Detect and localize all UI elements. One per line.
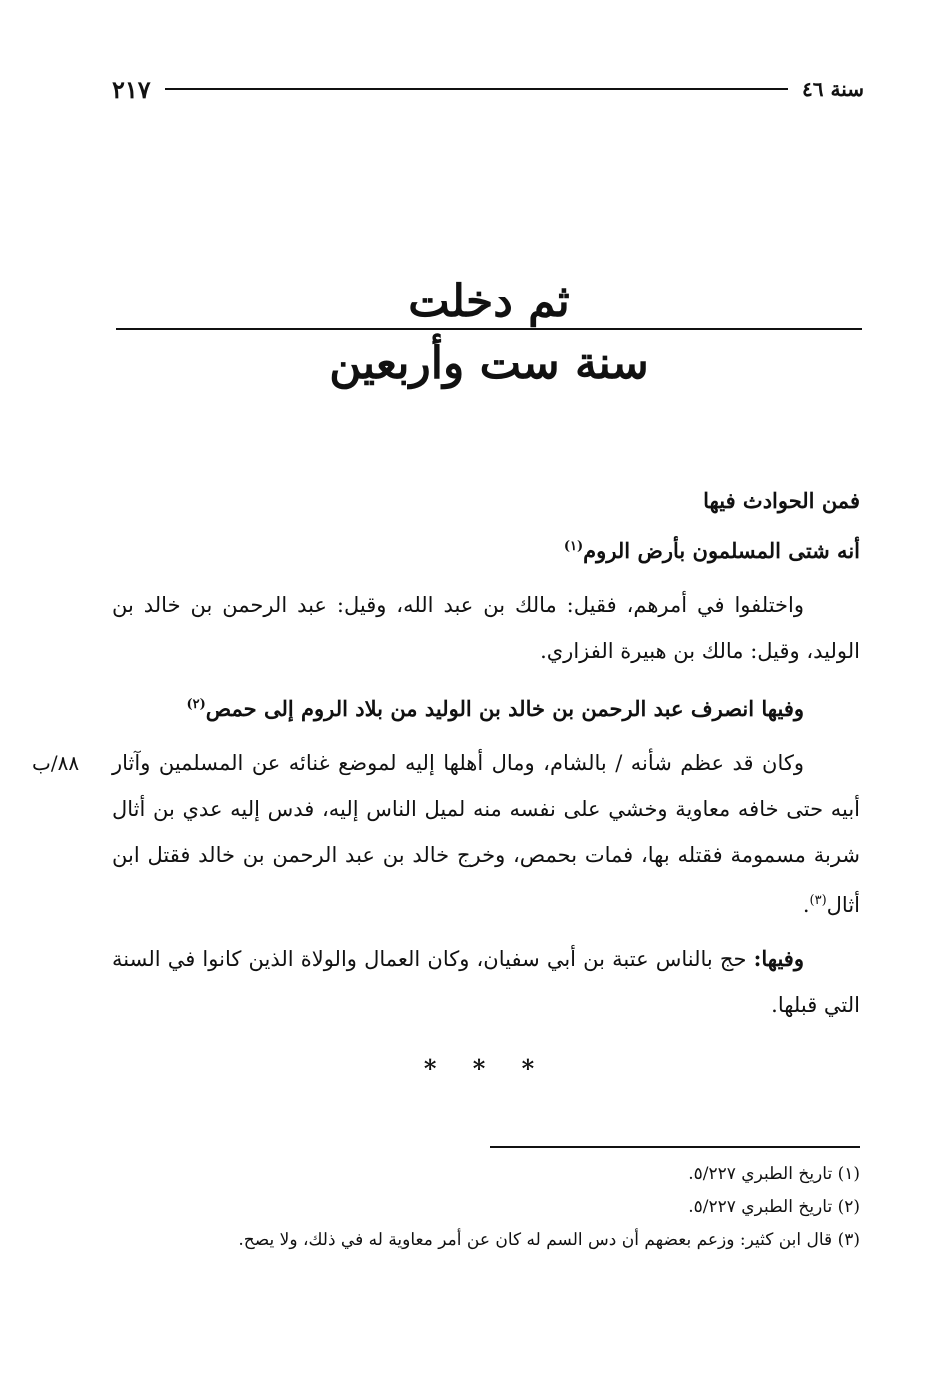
footnote-ref-1: (١) (563, 539, 584, 554)
section-separator: * * * (423, 1054, 549, 1083)
paragraph-text: وكان قد عظم شأنه / بالشام، ومال أهلها إليه لموضع غنائه عن المسلمين وآثار أبيه حتى خافه معاوية وخشي على نفسه منه لميل الناس إليه، فدس إليه عدي بن أثال شربة مسمومة فقتله بها، فمات بحمص، وخرج خالد بن عبد الرحمن بن خالد فقتل ابن أثال (112, 751, 860, 917)
paragraph-leaders: واختلفوا في أمرهم، فقيل: مالك بن عبد الله، وقيل: عبد الرحمن بن خالد بن الوليد، وقيل: مالك بن هبيرة الفزاري. (112, 593, 860, 663)
paragraph-text: حج بالناس عتبة بن أبي سفيان، وكان العمال والولاة الذين كانوا في السنة التي قبلها. (112, 947, 860, 1017)
margin-folio-note: ٨٨/ب (32, 751, 80, 775)
section-heading-wintering (112, 524, 860, 574)
header-rule (165, 88, 788, 90)
running-header-year: سنة ٤٦ (802, 77, 864, 101)
running-header (112, 72, 864, 106)
footnote-3: (٣) قال ابن كثير: وزعم بعضهم أن دس السم له كان عن أمر معاوية له في ذلك، ولا يصح. (238, 1230, 860, 1250)
chapter-title: ثم دخلت (408, 276, 570, 327)
paragraph-end: . (802, 893, 810, 917)
footnote-divider (490, 1146, 860, 1148)
heading-text: وفيها انصرف عبد الرحمن بن خالد بن الوليد من بلاد الروم إلى حمص (205, 696, 804, 721)
footnotes (112, 1158, 860, 1257)
paragraph-poisoning (32, 740, 860, 928)
paragraph-lead: وفيها: (753, 946, 804, 971)
paragraph-pilgrimage (112, 936, 860, 1028)
section-heading-return (112, 682, 860, 732)
footnote-1: (١) تاريخ الطبري ٥/٢٢٧. (688, 1164, 860, 1184)
page-number: ٢١٧ (112, 74, 151, 104)
footnote-ref-2: (٢) (186, 697, 206, 712)
footnote-2: (٢) تاريخ الطبري ٥/٢٢٧. (688, 1197, 860, 1217)
footnote-ref-3: (٣) (809, 893, 827, 908)
section-heading-events: فمن الحوادث فيها (703, 488, 860, 513)
heading-text: أنه شتى المسلمون بأرض الروم (583, 538, 860, 563)
title-divider (116, 328, 862, 330)
chapter-subtitle: سنة ست وأربعين (329, 338, 649, 389)
main-text (32, 478, 860, 1092)
